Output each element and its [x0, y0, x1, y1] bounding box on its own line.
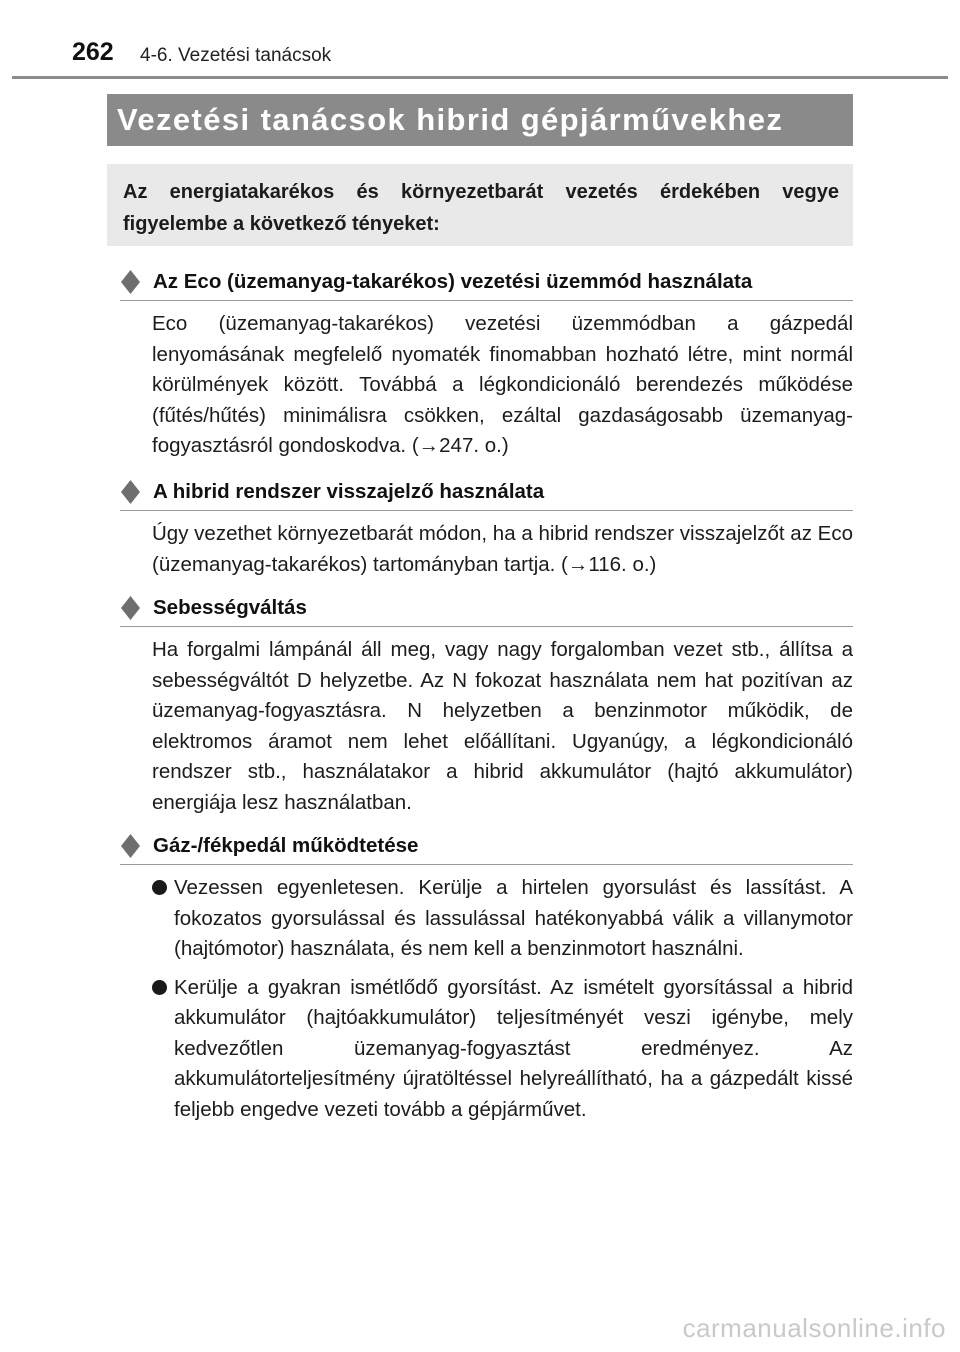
diamond-icon	[120, 268, 141, 296]
page-title: Vezetési tanácsok hibrid gépjárművekhez	[117, 102, 784, 137]
title-bar	[107, 94, 853, 146]
diamond-icon	[120, 832, 141, 860]
section-heading-text: Gáz-/fékpedál működtetése	[153, 834, 419, 857]
diamond-icon	[120, 478, 141, 506]
bullet-dot-icon	[152, 880, 167, 895]
section-heading	[120, 590, 853, 627]
section-heading	[120, 264, 853, 301]
list-item	[152, 973, 853, 1126]
list-item-text: Vezessen egyenletesen. Kerülje a hirtelen gyorsulást és lassítást. A fokozatos gyorsulással és lassulással hatékonyabbá válik a villanymotor (hajtómotor) használata, és nem kell a benzinmotort használni.	[174, 876, 853, 960]
section-heading-text: Sebességváltás	[153, 596, 307, 619]
bullet-dot-icon	[152, 980, 167, 995]
section-hybrid-indicator	[120, 474, 853, 580]
section-body: Ha forgalmi lámpánál áll meg, vagy nagy forgalomban vezet stb., állítsa a sebességváltót D helyzetbe. Az N fokozat használata nem hat pozitívan az üzemanyag-fogyasztásra. N helyzetben a benzinmotor működik, de elektromos áramot nem lehet előállítani. Ugyanúgy, a légkondicionáló rendszer stb., használatakor a hibrid akkumulátor (hajtó akkumulátor) energiája lesz használatban.	[152, 638, 853, 814]
section-heading	[120, 828, 853, 865]
diamond-icon	[120, 594, 141, 622]
section-gear-shift	[120, 590, 853, 818]
section-pedal-operation	[120, 828, 853, 1125]
section-heading-text: A hibrid rendszer visszajelző használata	[153, 480, 545, 503]
watermark: carmanualsonline.info	[682, 1313, 946, 1343]
intro-box: Az energiatakarékos és környezetbarát vezetés érdekében vegye figyelembe a következő tényeket:	[107, 164, 853, 246]
section-eco-mode	[120, 264, 853, 462]
header-rule	[12, 76, 948, 79]
running-head: 4-6. Vezetési tanácsok	[140, 45, 332, 66]
section-heading	[120, 474, 853, 511]
section-body: Úgy vezethet környezetbarát módon, ha a hibrid rendszer visszajelzőt az Eco (üzemanyag-takarékos) tartományban tartja. (→116. o.)	[152, 522, 853, 576]
section-heading-text: Az Eco (üzemanyag-takarékos) vezetési üzemmód használata	[153, 270, 753, 293]
page-number: 262	[72, 38, 114, 66]
section-body: Eco (üzemanyag-takarékos) vezetési üzemmódban a gázpedál lenyomásának megfelelő nyomaték finomabban hozható létre, mint normál körülmények között. Továbbá a légkondicionáló berendezés működése (fűtés/hűtés) minimálisra csökken, ezáltal gazdaságosabb üzemanyag-fogyasztásról gondoskodva. (→247. o.)	[152, 312, 853, 457]
list-item	[152, 873, 853, 965]
list-item-text: Kerülje a gyakran ismétlődő gyorsítást. Az ismételt gyorsítással a hibrid akkumulátor (hajtóakkumulátor) teljesítményét veszi igénybe, mely kedvezőtlen üzemanyag-fogyasztást eredményez. Az akkumulátorteljesítmény újratöltéssel helyreállítható, ha a gázpedált kissé feljebb engedve vezeti tovább a gépjárművet.	[174, 975, 853, 1121]
